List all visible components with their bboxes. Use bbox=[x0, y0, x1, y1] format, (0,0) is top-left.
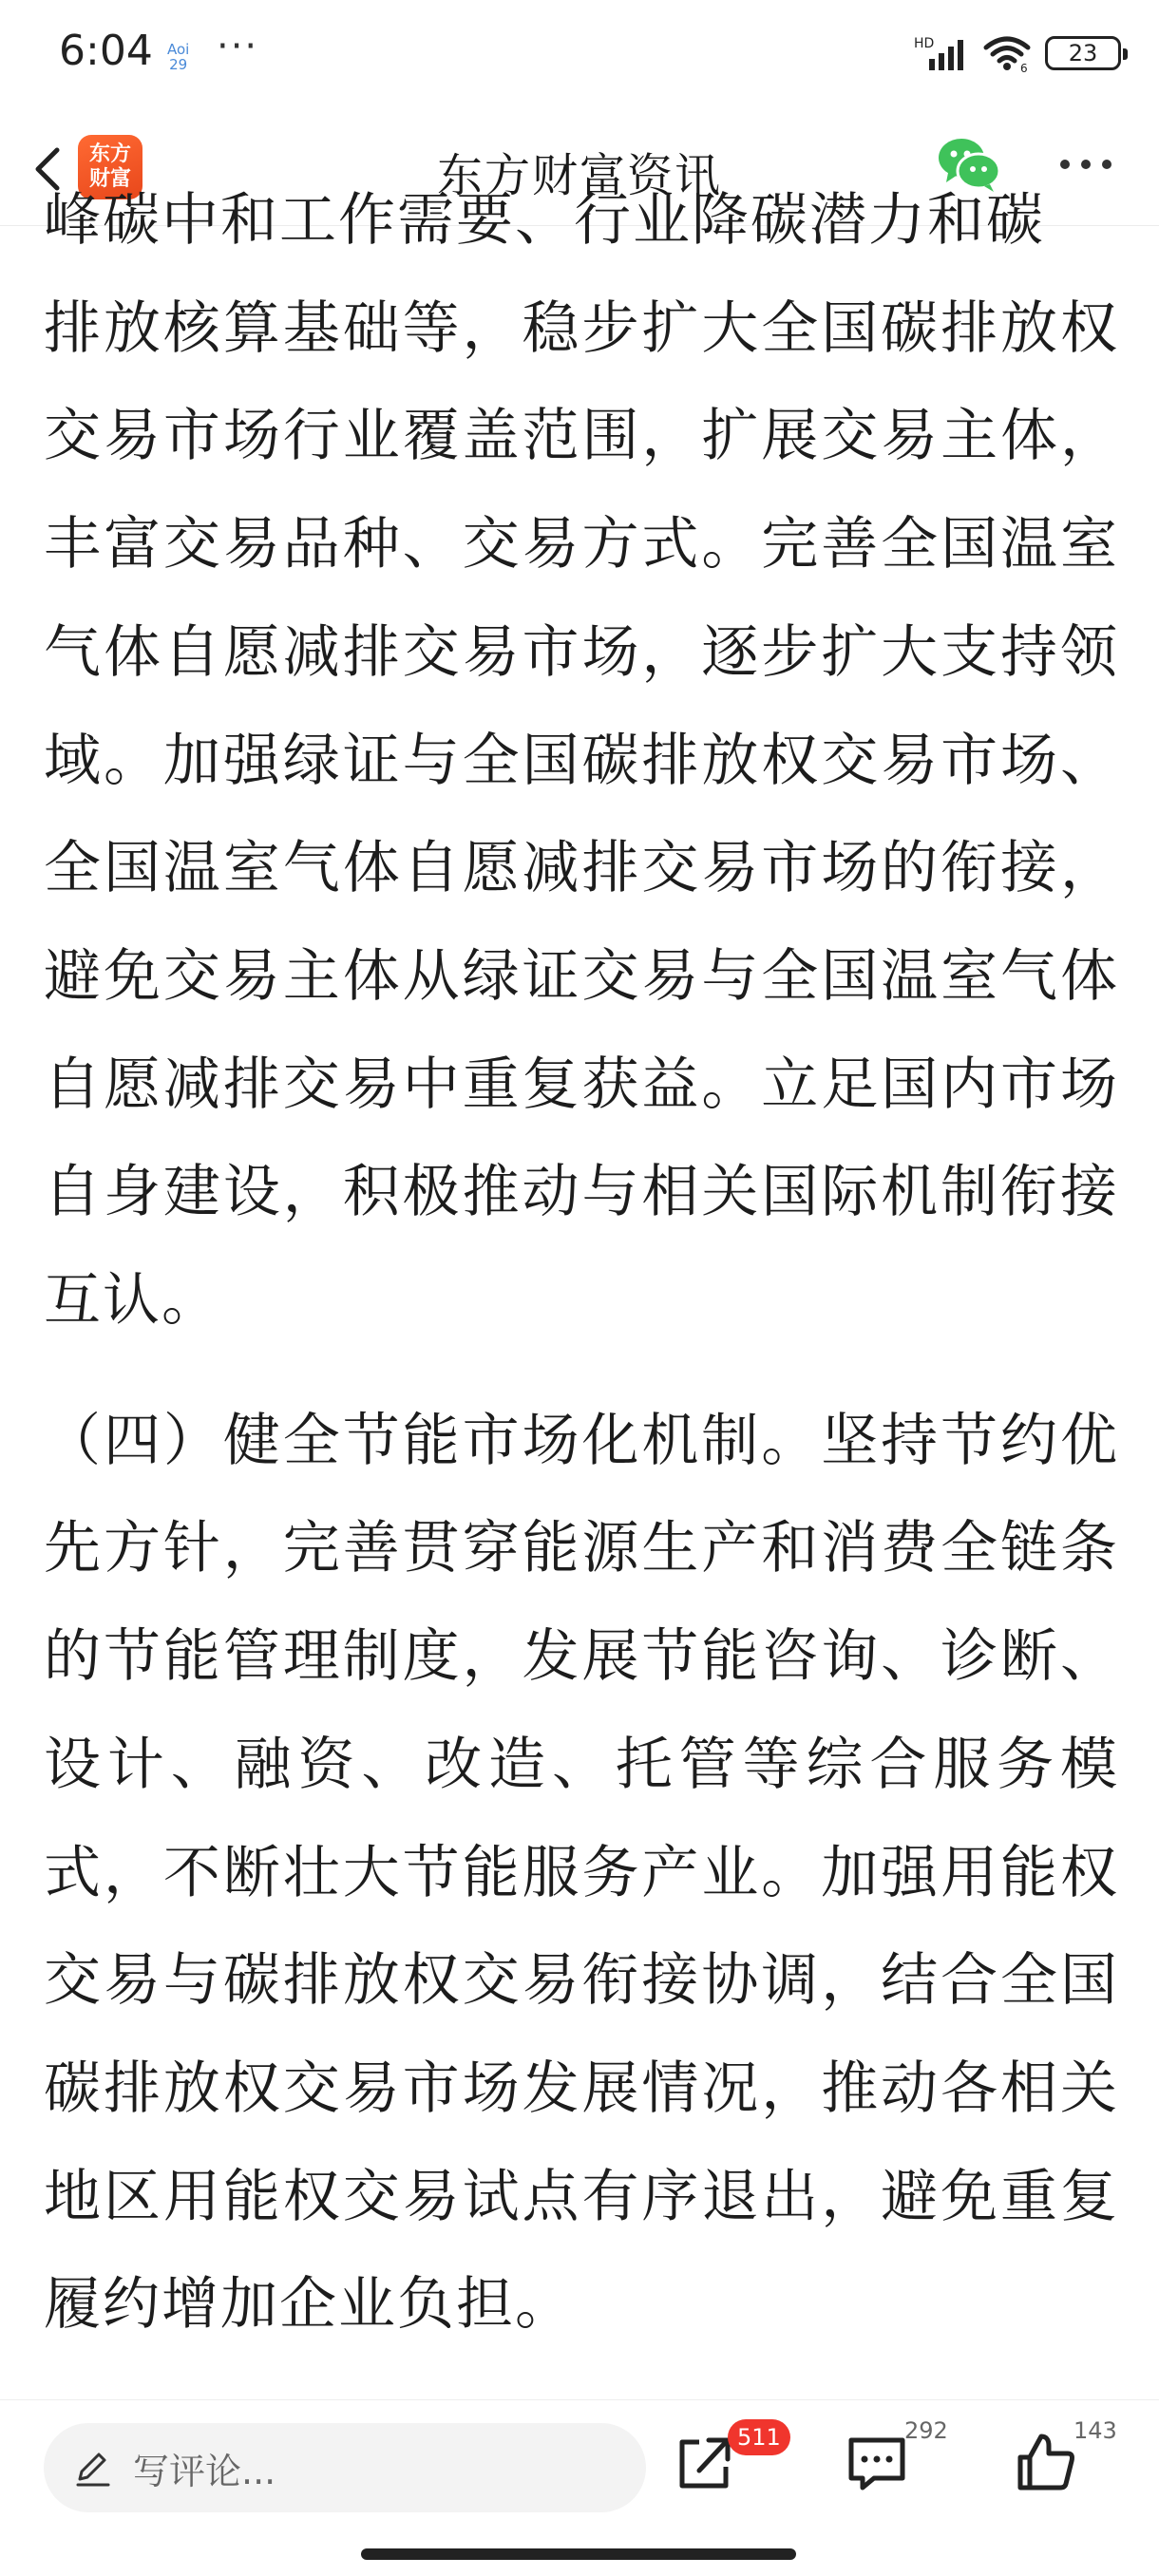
battery-icon bbox=[1045, 36, 1121, 70]
status-badge-line2: 29 bbox=[169, 56, 188, 73]
article-body bbox=[44, 187, 1119, 2399]
page-title: 东方财富资讯 bbox=[436, 149, 722, 202]
pen-icon bbox=[72, 2447, 114, 2489]
status-badge-line1: Aoi bbox=[167, 41, 190, 58]
share-count-badge: 511 bbox=[728, 2419, 790, 2455]
network-label: HD bbox=[914, 36, 935, 51]
status-bar bbox=[0, 0, 1159, 112]
status-right-group bbox=[914, 32, 1121, 74]
comment-count: 292 bbox=[904, 2417, 948, 2444]
article-partial-line: 峰碳中和工作需要、行业降碳潜力和碳 bbox=[44, 187, 1045, 254]
wifi-sub-label: 6 bbox=[1020, 62, 1028, 75]
comment-input[interactable] bbox=[44, 2423, 646, 2512]
status-notification-badge bbox=[167, 42, 189, 72]
article-scroll-content bbox=[44, 167, 1119, 2359]
logo-line2: 财富 bbox=[88, 167, 131, 191]
wifi-icon bbox=[982, 34, 1032, 75]
status-time: 6:04 bbox=[59, 27, 153, 75]
article-paragraph: 排放核算基础等，稳步扩大全国碳排放权交易市场行业覆盖范围，扩展交易主体，丰富交易品种、交易方式。完善全国温室气体自愿减排交易市场，逐步扩大支持领域。加强绿证与全国碳排放权交易市场、全国温室气体自愿减排交易市场的衔接，避免交易主体从绿证交易与全国温室气体自愿减排交易中重复获益。立足国内市场自身建设，积极推动与相关国际机制衔接互认。 bbox=[44, 294, 1119, 1335]
logo-line1: 东方 bbox=[88, 142, 131, 166]
signal-icon bbox=[914, 34, 969, 72]
comment-icon[interactable] bbox=[844, 2429, 910, 2495]
like-icon[interactable] bbox=[1013, 2429, 1079, 2495]
home-indicator[interactable] bbox=[361, 2548, 796, 2560]
status-more-dots: ··· bbox=[217, 25, 259, 68]
bottom-action-bar bbox=[0, 2399, 1159, 2576]
battery-level: 23 bbox=[1068, 40, 1098, 66]
comment-placeholder: 写评论... bbox=[133, 2450, 276, 2492]
article-paragraph: （四）健全节能市场化机制。坚持节约优先方针，完善贯穿能源生产和消费全链条的节能管理制度，发展节能咨询、诊断、设计、融资、改造、托管等综合服务模式，不断壮大节能服务产业。加强用能权交易与碳排放权交易衔接协调，结合全国碳排放权交易市场发展情况，推动各相关地区用能权交易试点有序退出，避免重复履约增加企业负担。 bbox=[44, 1407, 1119, 2339]
like-count: 143 bbox=[1074, 2417, 1117, 2444]
